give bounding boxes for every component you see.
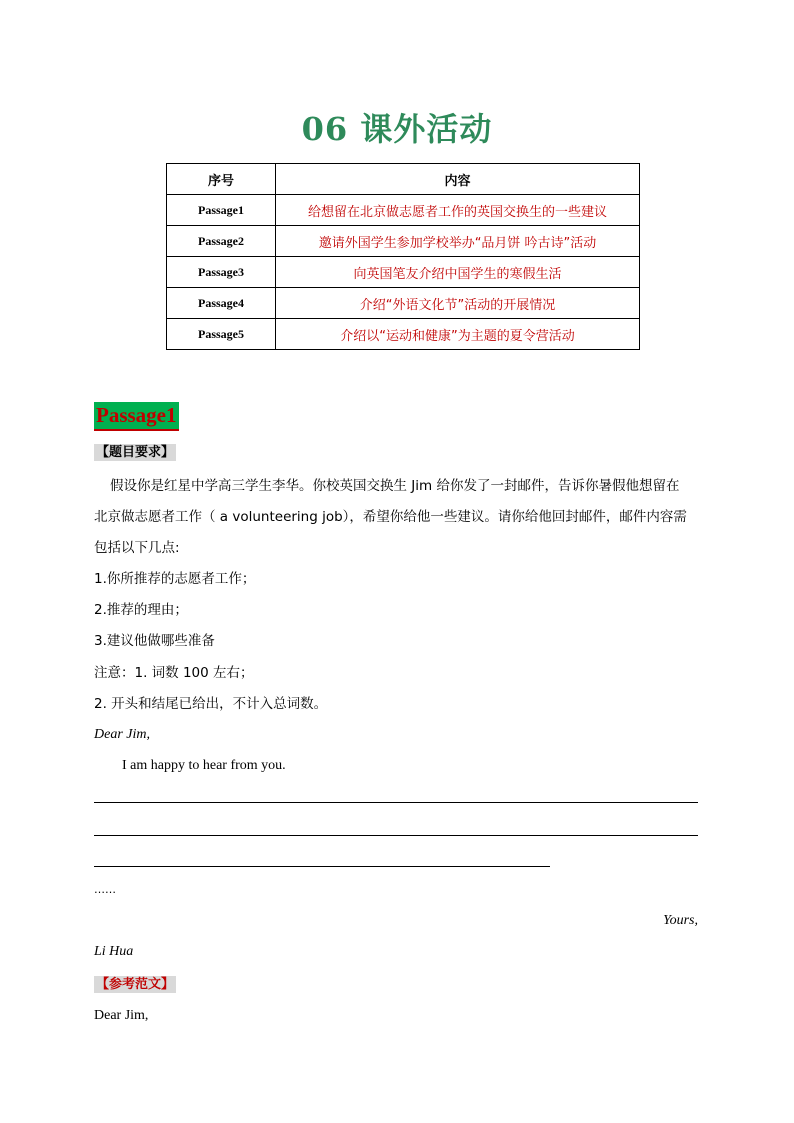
answer-line (94, 866, 550, 867)
note-item: 注意：1. 词数 100 左右； (94, 665, 254, 681)
ellipsis: …… (94, 883, 116, 896)
sample-tag: 【参考范文】 (96, 977, 175, 992)
letter-opening: I am happy to hear from you. (122, 758, 286, 773)
table-row (167, 288, 640, 319)
row-content: 介绍以“运动和健康”为主题的夏令营活动 (276, 319, 640, 350)
table-row (167, 195, 640, 226)
passage-summary-table (166, 163, 640, 350)
sample-salutation: Dear Jim, (94, 1008, 149, 1023)
requirement-tag: 【题目要求】 (96, 445, 175, 460)
letter-salutation: Dear Jim, (94, 727, 150, 742)
answer-line (94, 802, 698, 803)
row-id: Passage4 (167, 288, 276, 319)
point-item: 1.你所推荐的志愿者工作； (94, 571, 256, 587)
letter-signature: Li Hua (94, 944, 134, 959)
passage-heading: Passage1 (94, 402, 179, 431)
row-content: 向英国笔友介绍中国学生的寒假生活 (276, 257, 640, 288)
header-index: 序号 (167, 164, 276, 195)
prompt-line: 包括以下几点: (94, 540, 180, 556)
row-id: Passage5 (167, 319, 276, 350)
page-title: 06 课外活动 (301, 110, 493, 148)
note-item: 2. 开头和结尾已给出，不计入总词数。 (94, 696, 328, 712)
table-row (167, 319, 640, 350)
table-row (167, 226, 640, 257)
answer-line (94, 835, 698, 836)
prompt-line: 北京做志愿者工作（ a volunteering job），希望你给他一些建议。请你给他回封邮件，邮件内容需 (94, 509, 687, 525)
row-content: 给想留在北京做志愿者工作的英国交换生的一些建议 (276, 195, 640, 226)
prompt-line: 假设你是红星中学高三学生李华。你校英国交换生 Jim 给你发了一封邮件，告诉你暑假他想留在 (110, 478, 680, 494)
point-item: 2.推荐的理由； (94, 602, 188, 618)
row-id: Passage2 (167, 226, 276, 257)
row-id: Passage3 (167, 257, 276, 288)
table-row (167, 257, 640, 288)
row-id: Passage1 (167, 195, 276, 226)
row-content: 邀请外国学生参加学校举办“品月饼 吟古诗”活动 (276, 226, 640, 257)
letter-closing: Yours, (663, 913, 698, 928)
header-content: 内容 (276, 164, 640, 195)
table-header-row (167, 164, 640, 195)
point-item: 3.建议他做哪些准备 (94, 633, 215, 649)
row-content: 介绍“外语文化节”活动的开展情况 (276, 288, 640, 319)
